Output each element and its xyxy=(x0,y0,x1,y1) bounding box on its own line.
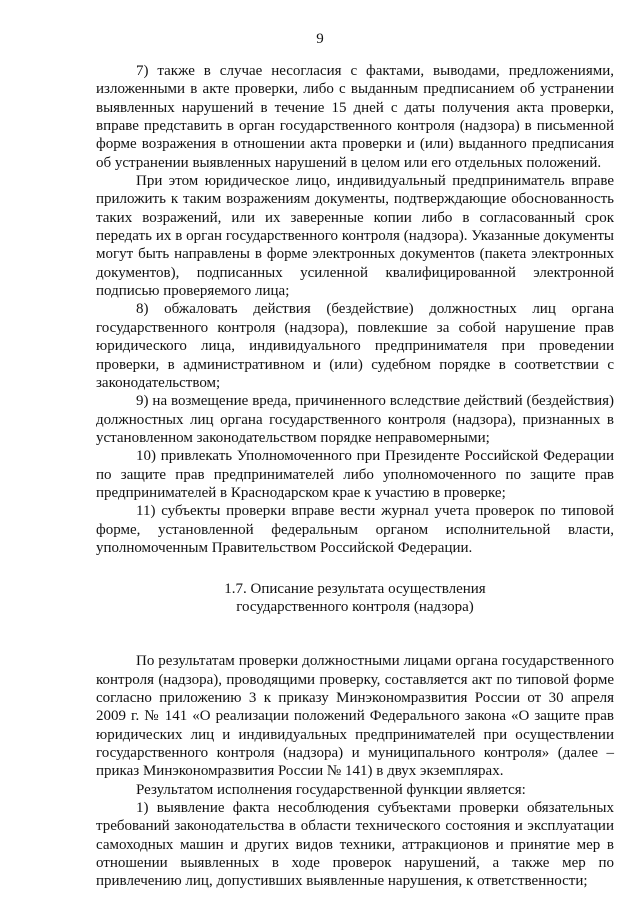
paragraph-item-7: 7) также в случае несогласия с фактами, выводами, предложениями, изложенными в акте проверки, либо с выданным предписанием об устранении выявленных нарушений в течение 15 дней с даты получения акта проверки, вправе представить в орган государственного контроля (надзора) в письменной форме возражения в отношении акта проверки и (или) выданного предписания об устранении выявленных нарушений в целом или его отдельных положений. xyxy=(96,63,614,171)
document-body xyxy=(96,62,614,891)
paragraph-inspection-act: По результатам проверки должностными лицами органа государственного контроля (надзора), проводящими проверку, составляется акт по типовой форме согласно приложению 3 к приказу Минэкономразвития России от 30 апреля 2009 г. № 141 «О реализации положений Федерального закона «О защите прав юридических лиц и индивидуальных предпринимателей при осуществлении государственного контроля (надзора) и муниципального контроля» (далее – приказ Минэкономразвития России № 141) в двух экземплярах. xyxy=(96,653,614,780)
paragraph-result-intro: Результатом исполнения государственной функции является: xyxy=(136,781,526,798)
section-heading xyxy=(96,580,614,616)
paragraph-item-10: 10) привлекать Уполномоченного при Президенте Российской Федерации по защите прав предпринимателей либо уполномоченного по защите прав предпринимателей в Краснодарском крае к участию в проверке; xyxy=(96,448,614,501)
paragraph-item-8: 8) обжаловать действия (бездействие) должностных лиц органа государственного контроля (надзора), повлекшие за собой нарушение прав юридического лица, индивидуального предпринимателя при проведении проверки, в административном и (или) судебном порядке в соответствии с законодательством; xyxy=(96,301,614,391)
paragraph-item-11: 11) субъекты проверки вправе вести журнал учета проверок по типовой форме, установленной федеральным органом исполнительной власти, уполномоченным Правительством Российской Федерации. xyxy=(96,503,614,556)
paragraph-objections-attachments: При этом юридическое лицо, индивидуальный предприниматель вправе приложить к таким возражениям документы, подтверждающие обоснованность таких возражений, или их заверенные копии либо в согласованный срок передать их в орган государственного контроля (надзора). Указанные документы могут быть направлены в форме электронных документов (пакета электронных документов), подписанных усиленной квалифицированной электронной подписью проверяемого лица; xyxy=(96,173,614,300)
page-number: 9 xyxy=(316,31,324,47)
section-heading-line-2: государственного контроля (надзора) xyxy=(236,599,474,616)
section-heading-line-1: 1.7. Описание результата осуществления xyxy=(224,581,486,598)
paragraph-result-item-1: 1) выявление факта несоблюдения субъектами проверки обязательных требований законодательства в области технического состояния и эксплуатации самоходных машин и других видов техники, аттракционов и принятие мер в отношении выявленных в ходе проверок нарушений, а также мер по привлечению лиц, допустивших выявленные нарушения, к ответственности; xyxy=(96,800,614,890)
paragraph-item-9: 9) на возмещение вреда, причиненного вследствие действий (бездействия) должностных лиц органа государственного контроля (надзора), признанных в установленном законодательством порядке неправомерными; xyxy=(96,393,614,446)
